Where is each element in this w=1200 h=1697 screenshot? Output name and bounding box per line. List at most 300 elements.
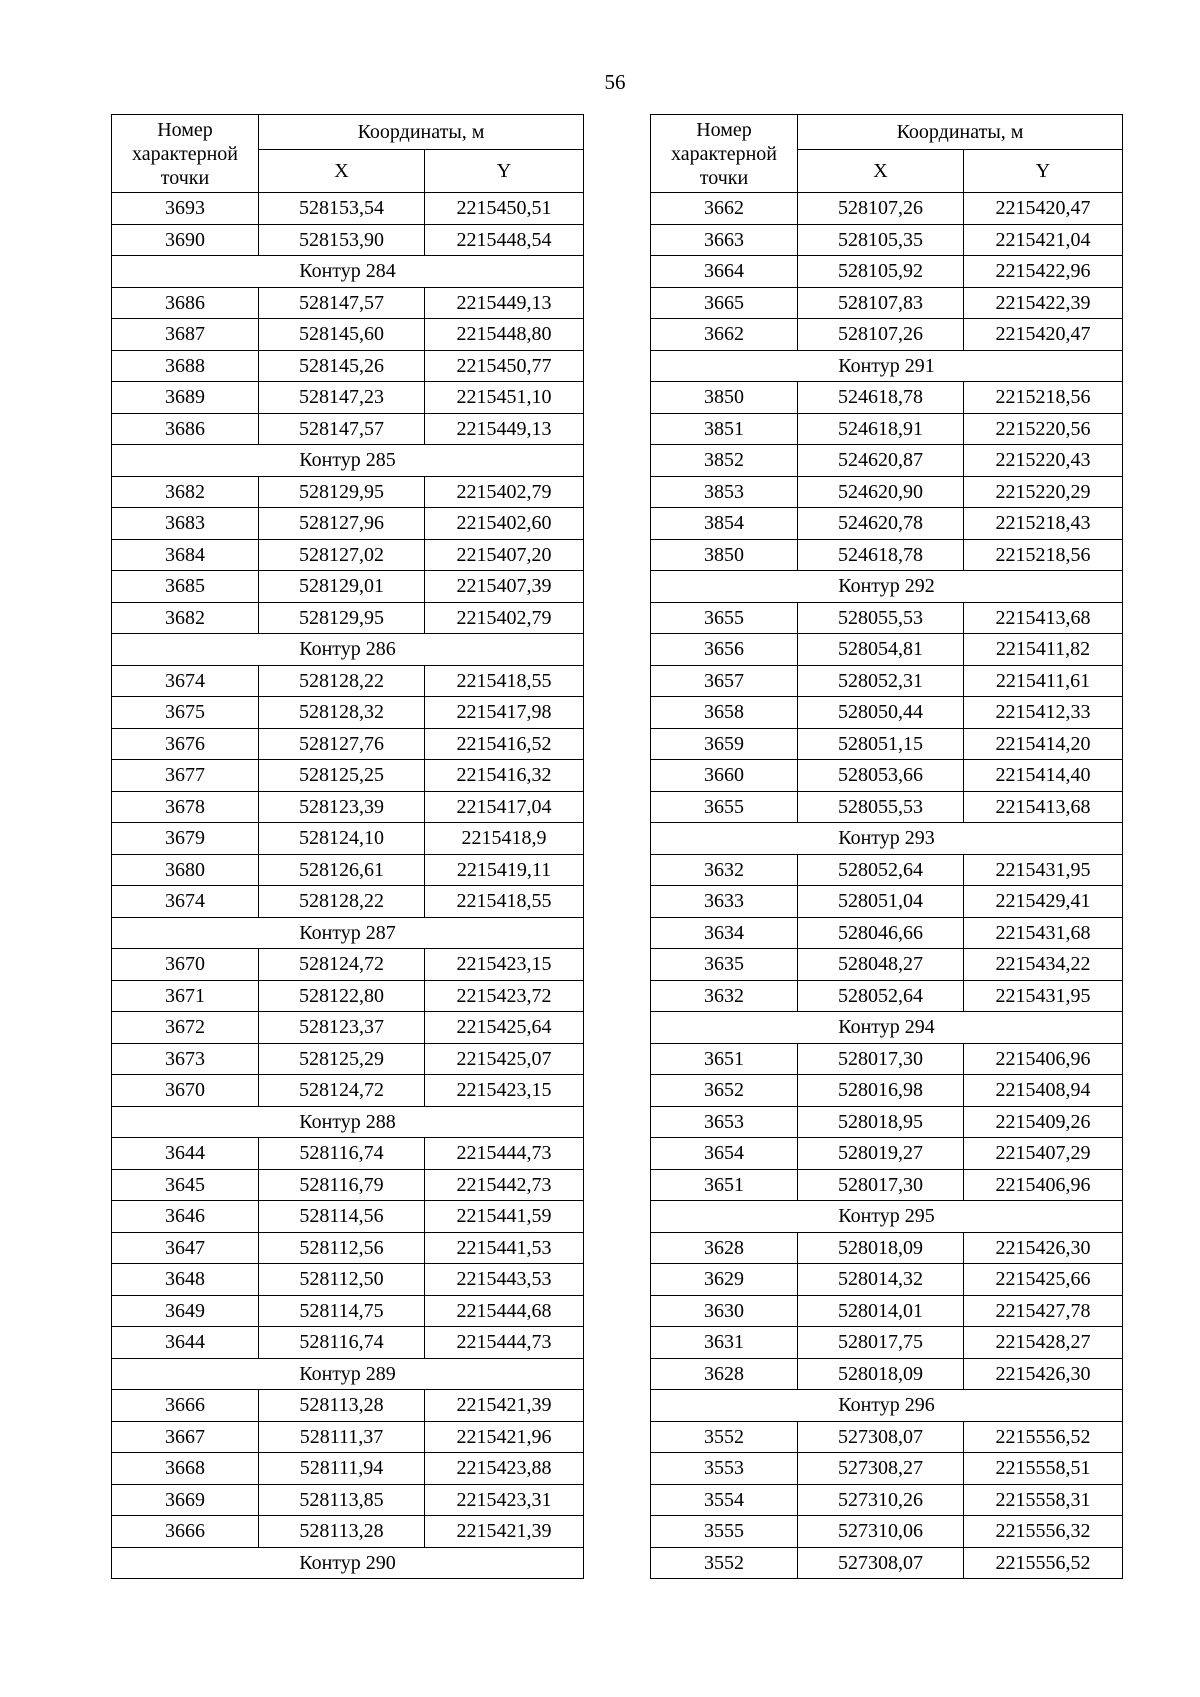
x-coordinate-cell: 528113,28 [259,1516,425,1548]
x-coordinate-cell: 528052,64 [798,980,964,1012]
point-number-cell: 3631 [651,1327,798,1359]
point-number-cell: 3688 [112,350,259,382]
point-number-cell: 3628 [651,1232,798,1264]
point-number-cell: 3667 [112,1421,259,1453]
y-coordinate-cell: 2215414,20 [964,728,1123,760]
y-coordinate-cell: 2215421,04 [964,224,1123,256]
point-number-cell: 3555 [651,1516,798,1548]
table-row [651,1358,1123,1390]
y-coordinate-cell: 2215416,32 [425,760,584,792]
x-coordinate-cell: 528017,30 [798,1043,964,1075]
x-coordinate-cell: 528050,44 [798,697,964,729]
x-coordinate-cell: 524618,78 [798,539,964,571]
table-row [112,1264,584,1296]
coordinates-table-right [650,114,1123,1579]
y-coordinate-cell: 2215558,31 [964,1484,1123,1516]
contour-label: Контур 296 [651,1390,1123,1422]
table-row [651,886,1123,918]
y-coordinate-cell: 2215408,94 [964,1075,1123,1107]
y-coordinate-cell: 2215423,15 [425,1075,584,1107]
y-coordinate-cell: 2215421,96 [425,1421,584,1453]
point-number-cell: 3674 [112,665,259,697]
y-coordinate-cell: 2215413,68 [964,791,1123,823]
contour-row [112,1547,584,1579]
y-coordinate-cell: 2215431,95 [964,854,1123,886]
y-header: Y [425,150,584,193]
point-number-cell: 3649 [112,1295,259,1327]
y-coordinate-cell: 2215411,61 [964,665,1123,697]
y-coordinate-cell: 2215431,95 [964,980,1123,1012]
y-coordinate-cell: 2215218,56 [964,382,1123,414]
x-coordinate-cell: 524620,78 [798,508,964,540]
table-row [112,382,584,414]
x-coordinate-cell: 528019,27 [798,1138,964,1170]
table-row [112,539,584,571]
contour-row [651,823,1123,855]
y-coordinate-cell: 2215449,13 [425,413,584,445]
point-number-cell: 3653 [651,1106,798,1138]
table-row [651,949,1123,981]
y-coordinate-cell: 2215443,53 [425,1264,584,1296]
coordinates-header: Координаты, м [798,115,1123,150]
point-number-cell: 3684 [112,539,259,571]
table-row [112,760,584,792]
x-coordinate-cell: 528145,60 [259,319,425,351]
x-coordinate-cell: 528112,56 [259,1232,425,1264]
y-coordinate-cell: 2215420,47 [964,319,1123,351]
y-coordinate-cell: 2215425,64 [425,1012,584,1044]
point-number-cell: 3672 [112,1012,259,1044]
x-header: X [798,150,964,193]
contour-row [112,634,584,666]
contour-row [112,445,584,477]
y-coordinate-cell: 2215450,77 [425,350,584,382]
table-row [651,917,1123,949]
point-number-cell: 3648 [112,1264,259,1296]
table-row [651,1295,1123,1327]
y-header: Y [964,150,1123,193]
table-row [651,1453,1123,1485]
point-number-cell: 3635 [651,949,798,981]
y-coordinate-cell: 2215409,26 [964,1106,1123,1138]
x-coordinate-cell: 527310,06 [798,1516,964,1548]
table-row [112,697,584,729]
contour-row [112,1106,584,1138]
x-coordinate-cell: 528124,72 [259,949,425,981]
table-row [651,1264,1123,1296]
point-number-cell: 3659 [651,728,798,760]
contour-label: Контур 290 [112,1547,584,1579]
x-coordinate-cell: 528128,22 [259,665,425,697]
table-row [112,980,584,1012]
table-row [112,476,584,508]
x-coordinate-cell: 528128,22 [259,886,425,918]
x-coordinate-cell: 528112,50 [259,1264,425,1296]
x-coordinate-cell: 528147,57 [259,413,425,445]
point-number-cell: 3670 [112,1075,259,1107]
table-row [651,319,1123,351]
point-number-cell: 3682 [112,602,259,634]
table-row [112,350,584,382]
table-row [651,697,1123,729]
point-number-cell: 3850 [651,539,798,571]
page-number: 56 [604,70,626,94]
x-coordinate-cell: 528145,26 [259,350,425,382]
y-coordinate-cell: 2215406,96 [964,1043,1123,1075]
x-coordinate-cell: 528107,26 [798,193,964,225]
table-row [651,665,1123,697]
x-coordinate-cell: 528107,26 [798,319,964,351]
table-row [651,1106,1123,1138]
y-coordinate-cell: 2215218,56 [964,539,1123,571]
table-body-right [651,193,1123,1579]
table-row [651,476,1123,508]
point-number-cell: 3630 [651,1295,798,1327]
contour-label: Контур 287 [112,917,584,949]
point-number-cell: 3628 [651,1358,798,1390]
x-coordinate-cell: 528111,37 [259,1421,425,1453]
point-number-cell: 3670 [112,949,259,981]
y-coordinate-cell: 2215425,07 [425,1043,584,1075]
table-row [112,949,584,981]
point-number-cell: 3646 [112,1201,259,1233]
x-coordinate-cell: 524618,78 [798,382,964,414]
x-coordinate-cell: 528051,04 [798,886,964,918]
y-coordinate-cell: 2215412,33 [964,697,1123,729]
y-coordinate-cell: 2215418,55 [425,886,584,918]
x-coordinate-cell: 528124,72 [259,1075,425,1107]
x-coordinate-cell: 528055,53 [798,602,964,634]
contour-row [651,350,1123,382]
point-number-cell: 3671 [112,980,259,1012]
contour-row [651,1201,1123,1233]
x-coordinate-cell: 528126,61 [259,854,425,886]
point-number-cell: 3666 [112,1390,259,1422]
table-row [112,193,584,225]
table-row [112,791,584,823]
table-row [112,1043,584,1075]
y-coordinate-cell: 2215402,79 [425,476,584,508]
y-coordinate-cell: 2215420,47 [964,193,1123,225]
point-number-cell: 3632 [651,980,798,1012]
point-number-cell: 3693 [112,193,259,225]
point-number-cell: 3675 [112,697,259,729]
x-coordinate-cell: 528046,66 [798,917,964,949]
x-coordinate-cell: 528113,85 [259,1484,425,1516]
point-number-cell: 3680 [112,854,259,886]
y-coordinate-cell: 2215421,39 [425,1390,584,1422]
point-number-cell: 3633 [651,886,798,918]
y-coordinate-cell: 2215428,27 [964,1327,1123,1359]
point-number-cell: 3674 [112,886,259,918]
table-row [112,1075,584,1107]
y-coordinate-cell: 2215402,60 [425,508,584,540]
point-number-cell: 3677 [112,760,259,792]
y-coordinate-cell: 2215423,88 [425,1453,584,1485]
table-row [112,508,584,540]
table-row [651,256,1123,288]
table-row [651,1138,1123,1170]
contour-row [112,917,584,949]
x-coordinate-cell: 527308,07 [798,1421,964,1453]
point-number-cell: 3687 [112,319,259,351]
x-coordinate-cell: 528018,95 [798,1106,964,1138]
table-row [651,1516,1123,1548]
x-coordinate-cell: 528107,83 [798,287,964,319]
y-coordinate-cell: 2215417,04 [425,791,584,823]
point-number-cell: 3664 [651,256,798,288]
point-number-cell: 3655 [651,791,798,823]
contour-row [651,571,1123,603]
y-coordinate-cell: 2215416,52 [425,728,584,760]
y-coordinate-cell: 2215411,82 [964,634,1123,666]
point-number-cell: 3663 [651,224,798,256]
y-coordinate-cell: 2215422,39 [964,287,1123,319]
x-coordinate-cell: 524620,90 [798,476,964,508]
point-number-cell: 3554 [651,1484,798,1516]
x-coordinate-cell: 528017,75 [798,1327,964,1359]
table-row [651,1232,1123,1264]
table-row [651,791,1123,823]
point-number-cell: 3651 [651,1169,798,1201]
contour-row [651,1012,1123,1044]
table-row [651,413,1123,445]
y-coordinate-cell: 2215451,10 [425,382,584,414]
y-coordinate-cell: 2215413,68 [964,602,1123,634]
x-coordinate-cell: 528105,35 [798,224,964,256]
point-number-header: Номер характерной точки [112,115,259,193]
point-number-cell: 3682 [112,476,259,508]
table-row [112,1327,584,1359]
table-row [112,1421,584,1453]
table-row [651,539,1123,571]
table-row [651,445,1123,477]
point-number-cell: 3662 [651,193,798,225]
y-coordinate-cell: 2215426,30 [964,1232,1123,1264]
x-coordinate-cell: 528147,57 [259,287,425,319]
x-coordinate-cell: 528113,28 [259,1390,425,1422]
point-number-cell: 3660 [651,760,798,792]
table-row [112,1484,584,1516]
table-row [112,728,584,760]
x-coordinate-cell: 528051,15 [798,728,964,760]
table-row [651,728,1123,760]
point-number-cell: 3552 [651,1421,798,1453]
contour-row [112,1358,584,1390]
point-number-cell: 3853 [651,476,798,508]
y-coordinate-cell: 2215429,41 [964,886,1123,918]
point-number-cell: 3658 [651,697,798,729]
table-row [112,1201,584,1233]
x-coordinate-cell: 528016,98 [798,1075,964,1107]
y-coordinate-cell: 2215423,72 [425,980,584,1012]
y-coordinate-cell: 2215556,52 [964,1547,1123,1579]
table-row [651,1169,1123,1201]
point-number-cell: 3676 [112,728,259,760]
table-row [112,1012,584,1044]
x-coordinate-cell: 524620,87 [798,445,964,477]
y-coordinate-cell: 2215450,51 [425,193,584,225]
y-coordinate-cell: 2215414,40 [964,760,1123,792]
table-row [112,854,584,886]
y-coordinate-cell: 2215423,15 [425,949,584,981]
point-number-cell: 3647 [112,1232,259,1264]
x-coordinate-cell: 528105,92 [798,256,964,288]
table-row [112,224,584,256]
table-row [651,1043,1123,1075]
point-number-cell: 3686 [112,413,259,445]
y-coordinate-cell: 2215220,56 [964,413,1123,445]
point-number-cell: 3644 [112,1327,259,1359]
y-coordinate-cell: 2215449,13 [425,287,584,319]
y-coordinate-cell: 2215425,66 [964,1264,1123,1296]
x-coordinate-cell: 528127,96 [259,508,425,540]
x-coordinate-cell: 524618,91 [798,413,964,445]
x-coordinate-cell: 528125,29 [259,1043,425,1075]
contour-label: Контур 293 [651,823,1123,855]
table-row [112,319,584,351]
x-coordinate-cell: 528114,56 [259,1201,425,1233]
point-number-cell: 3851 [651,413,798,445]
x-coordinate-cell: 528052,64 [798,854,964,886]
table-row [651,287,1123,319]
point-number-cell: 3657 [651,665,798,697]
x-coordinate-cell: 528055,53 [798,791,964,823]
y-coordinate-cell: 2215444,68 [425,1295,584,1327]
y-coordinate-cell: 2215434,22 [964,949,1123,981]
point-number-cell: 3690 [112,224,259,256]
table-row [651,1421,1123,1453]
point-number-cell: 3552 [651,1547,798,1579]
table-row [651,508,1123,540]
x-coordinate-cell: 528018,09 [798,1232,964,1264]
x-coordinate-cell: 528129,95 [259,476,425,508]
y-coordinate-cell: 2215444,73 [425,1138,584,1170]
x-coordinate-cell: 528122,80 [259,980,425,1012]
coordinates-header: Координаты, м [259,115,584,150]
contour-label: Контур 285 [112,445,584,477]
table-body-left [112,193,584,1579]
point-number-cell: 3656 [651,634,798,666]
contour-label: Контур 289 [112,1358,584,1390]
table-row [651,854,1123,886]
table-row [651,224,1123,256]
y-coordinate-cell: 2215442,73 [425,1169,584,1201]
x-coordinate-cell: 528116,74 [259,1327,425,1359]
x-coordinate-cell: 528153,90 [259,224,425,256]
y-coordinate-cell: 2215556,52 [964,1421,1123,1453]
x-coordinate-cell: 527310,26 [798,1484,964,1516]
point-number-cell: 3673 [112,1043,259,1075]
x-coordinate-cell: 528018,09 [798,1358,964,1390]
y-coordinate-cell: 2215422,96 [964,256,1123,288]
x-coordinate-cell: 528048,27 [798,949,964,981]
x-coordinate-cell: 528053,66 [798,760,964,792]
contour-row [112,256,584,288]
y-coordinate-cell: 2215444,73 [425,1327,584,1359]
x-coordinate-cell: 528014,01 [798,1295,964,1327]
point-number-cell: 3669 [112,1484,259,1516]
point-number-cell: 3665 [651,287,798,319]
y-coordinate-cell: 2215417,98 [425,697,584,729]
x-coordinate-cell: 528124,10 [259,823,425,855]
point-number-cell: 3683 [112,508,259,540]
contour-row [651,1390,1123,1422]
x-coordinate-cell: 528129,95 [259,602,425,634]
point-number-cell: 3662 [651,319,798,351]
point-number-cell: 3654 [651,1138,798,1170]
table-row [651,602,1123,634]
point-number-cell: 3852 [651,445,798,477]
x-coordinate-cell: 528147,23 [259,382,425,414]
point-number-cell: 3634 [651,917,798,949]
y-coordinate-cell: 2215426,30 [964,1358,1123,1390]
point-number-cell: 3629 [651,1264,798,1296]
table-row [651,1075,1123,1107]
y-coordinate-cell: 2215220,29 [964,476,1123,508]
x-coordinate-cell: 528054,81 [798,634,964,666]
point-number-cell: 3668 [112,1453,259,1485]
table-row [651,1484,1123,1516]
contour-label: Контур 284 [112,256,584,288]
point-number-cell: 3679 [112,823,259,855]
table-row [112,602,584,634]
x-coordinate-cell: 528128,32 [259,697,425,729]
table-row [112,1232,584,1264]
x-coordinate-cell: 528127,76 [259,728,425,760]
table-row [651,980,1123,1012]
y-coordinate-cell: 2215406,96 [964,1169,1123,1201]
y-coordinate-cell: 2215407,29 [964,1138,1123,1170]
contour-label: Контур 292 [651,571,1123,603]
y-coordinate-cell: 2215419,11 [425,854,584,886]
table-row [112,1169,584,1201]
x-coordinate-cell: 528123,37 [259,1012,425,1044]
y-coordinate-cell: 2215220,43 [964,445,1123,477]
point-number-cell: 3652 [651,1075,798,1107]
x-coordinate-cell: 528129,01 [259,571,425,603]
y-coordinate-cell: 2215558,51 [964,1453,1123,1485]
y-coordinate-cell: 2215427,78 [964,1295,1123,1327]
table-row [112,1390,584,1422]
y-coordinate-cell: 2215423,31 [425,1484,584,1516]
contour-label: Контур 288 [112,1106,584,1138]
point-number-header: Номер характерной точки [651,115,798,193]
y-coordinate-cell: 2215448,54 [425,224,584,256]
table-row [112,287,584,319]
table-row [112,413,584,445]
y-coordinate-cell: 2215218,43 [964,508,1123,540]
y-coordinate-cell: 2215441,59 [425,1201,584,1233]
table-row [651,1547,1123,1579]
table-row [112,886,584,918]
point-number-cell: 3686 [112,287,259,319]
x-coordinate-cell: 528116,74 [259,1138,425,1170]
point-number-cell: 3689 [112,382,259,414]
point-number-cell: 3632 [651,854,798,886]
y-coordinate-cell: 2215407,39 [425,571,584,603]
x-coordinate-cell: 528111,94 [259,1453,425,1485]
point-number-cell: 3553 [651,1453,798,1485]
point-number-cell: 3678 [112,791,259,823]
table-row [112,1138,584,1170]
x-coordinate-cell: 528052,31 [798,665,964,697]
point-number-cell: 3854 [651,508,798,540]
x-coordinate-cell: 528017,30 [798,1169,964,1201]
table-row [651,1327,1123,1359]
table-row [651,382,1123,414]
table-row [112,823,584,855]
